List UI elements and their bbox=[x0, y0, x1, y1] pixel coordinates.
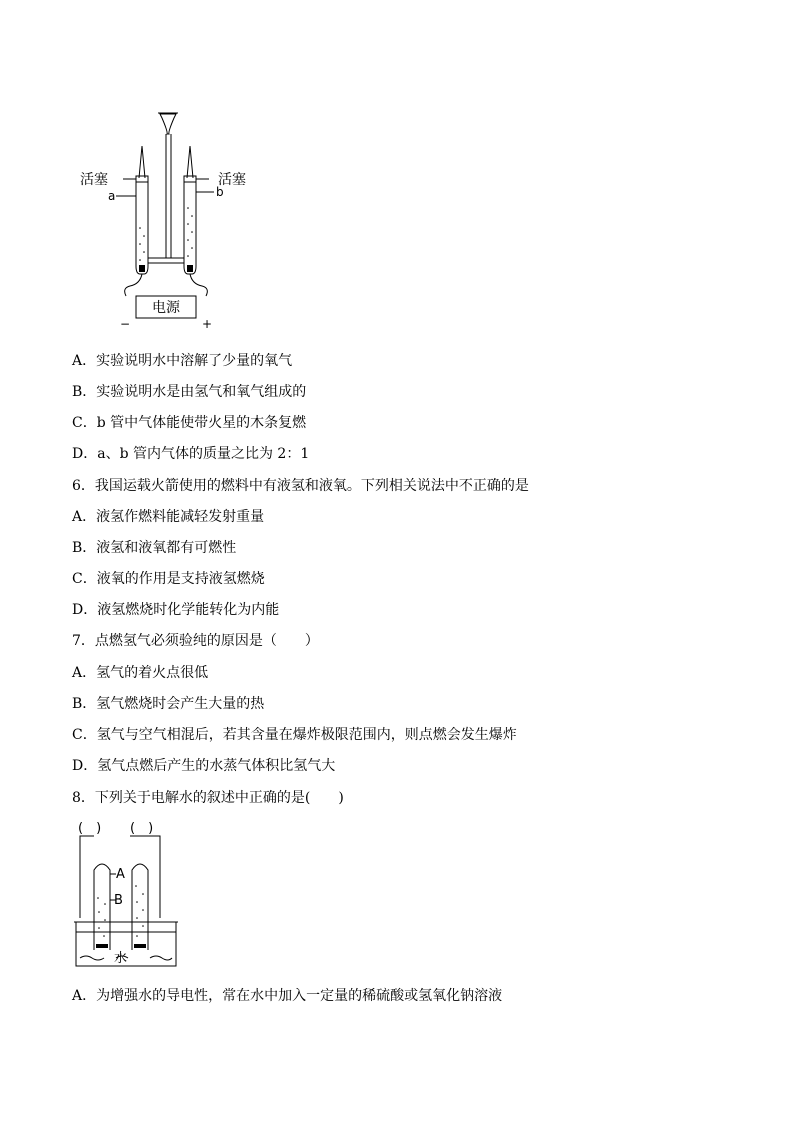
q7-stem: 7．点燃氢气必须验纯的原因是（ ） bbox=[72, 633, 319, 649]
label-a: A bbox=[116, 867, 125, 882]
q7-option-d: D．氢气点燃后产生的水蒸气体积比氢气大 bbox=[72, 758, 336, 774]
electrolysis-trough-figure bbox=[72, 818, 182, 973]
q7-option-a: A．氢气的着火点很低 bbox=[72, 665, 209, 681]
q7-option-b: B．氢气燃烧时会产生大量的热 bbox=[72, 696, 265, 712]
q5-option-a: A．实验说明水中溶解了少量的氧气 bbox=[72, 353, 293, 369]
plus-sign: + bbox=[202, 317, 213, 331]
q7-option-c: C．氢气与空气相混后，若其含量在爆炸极限范围内，则点燃会发生爆炸 bbox=[72, 727, 517, 743]
bracket-left: ( ) bbox=[78, 821, 102, 836]
minus-sign: − bbox=[120, 317, 131, 331]
power-label: 电源 bbox=[152, 300, 180, 316]
bracket-right: ( ) bbox=[130, 821, 154, 836]
q6-stem: 6．我国运载火箭使用的燃料中有液氢和液氧。下列相关说法中不正确的是 bbox=[72, 478, 529, 494]
tube-a-label: a bbox=[108, 189, 116, 203]
tube-b-label: b bbox=[216, 185, 224, 199]
electrolysis-apparatus-figure bbox=[78, 108, 258, 333]
left-valve-label: 活塞 bbox=[80, 172, 108, 188]
water-label: 水 bbox=[114, 951, 128, 966]
label-b: B bbox=[114, 893, 123, 908]
right-valve-label: 活塞 bbox=[218, 172, 246, 188]
q5-option-c: C．b 管中气体能使带火星的木条复燃 bbox=[72, 415, 307, 431]
q6-option-b: B．液氢和液氧都有可燃性 bbox=[72, 540, 237, 556]
q6-option-a: A．液氢作燃料能减轻发射重量 bbox=[72, 509, 265, 525]
q5-option-b: B．实验说明水是由氢气和氧气组成的 bbox=[72, 384, 307, 400]
q8-option-a: A．为增强水的导电性，常在水中加入一定量的稀硫酸或氢氧化钠溶液 bbox=[72, 988, 503, 1004]
q6-option-d: D．液氢燃烧时化学能转化为内能 bbox=[72, 602, 280, 618]
q5-option-d: D．a、b 管内气体的质量之比为 2：1 bbox=[72, 446, 310, 462]
q8-stem: 8．下列关于电解水的叙述中正确的是( ) bbox=[72, 790, 344, 806]
q6-option-c: C．液氧的作用是支持液氢燃烧 bbox=[72, 571, 265, 587]
